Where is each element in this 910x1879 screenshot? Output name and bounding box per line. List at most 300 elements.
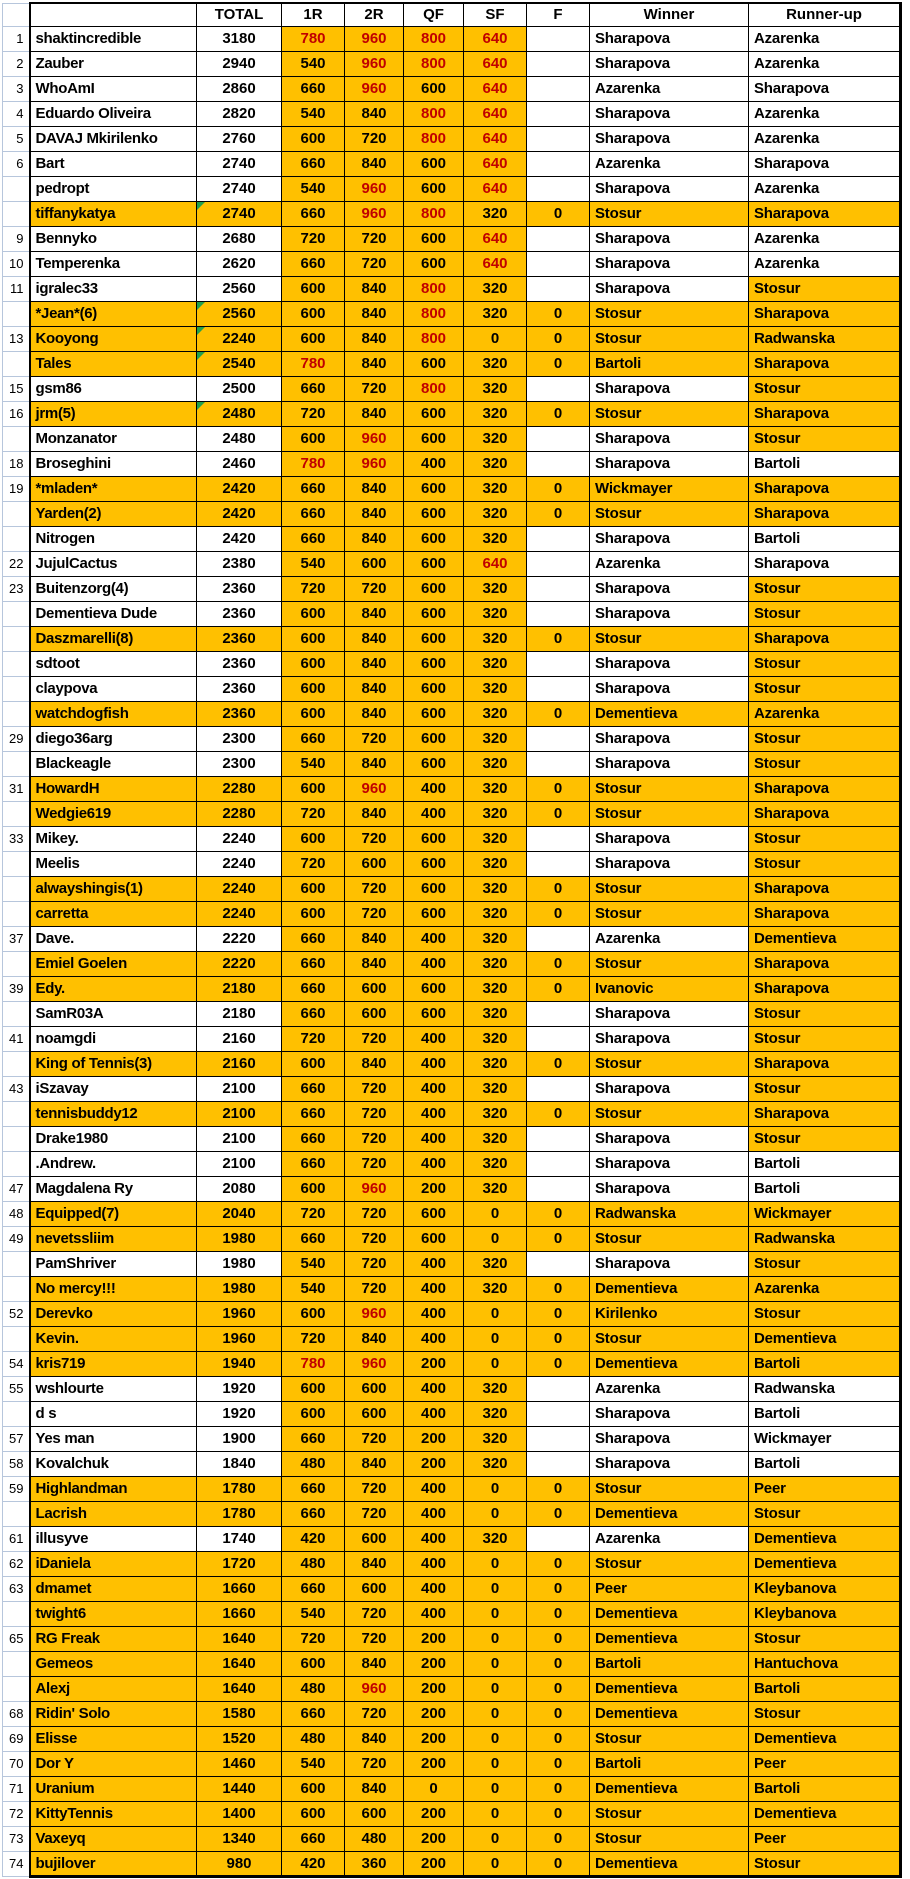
score-r2-cell[interactable]: 720 — [345, 1276, 404, 1301]
score-qf-cell[interactable]: 600 — [404, 401, 464, 426]
winner-pick-cell[interactable]: Sharapova — [590, 226, 749, 251]
total-cell[interactable]: 2240 — [197, 851, 282, 876]
score-f-cell[interactable]: 0 — [527, 301, 590, 326]
rank-cell[interactable] — [3, 1401, 30, 1426]
player-name-cell[interactable]: Buitenzorg(4) — [30, 576, 197, 601]
score-sf-cell[interactable]: 320 — [464, 951, 527, 976]
winner-pick-cell[interactable]: Sharapova — [590, 1076, 749, 1101]
runner-up-pick-cell[interactable]: Sharapova — [749, 901, 901, 926]
runner-up-pick-cell[interactable]: Peer — [749, 1751, 901, 1776]
score-f-cell[interactable]: 0 — [527, 1826, 590, 1851]
runner-up-pick-cell[interactable]: Stosur — [749, 1701, 901, 1726]
winner-pick-cell[interactable]: Sharapova — [590, 601, 749, 626]
score-r2-cell[interactable]: 600 — [345, 851, 404, 876]
score-r1-cell[interactable]: 660 — [282, 976, 345, 1001]
score-sf-cell[interactable]: 640 — [464, 51, 527, 76]
player-name-cell[interactable]: shaktincredible — [30, 26, 197, 51]
winner-pick-cell[interactable]: Stosur — [590, 1226, 749, 1251]
runner-up-pick-cell[interactable]: Radwanska — [749, 326, 901, 351]
runner-up-pick-cell[interactable]: Sharapova — [749, 801, 901, 826]
rank-cell[interactable]: 15 — [3, 376, 30, 401]
score-qf-cell[interactable]: 600 — [404, 226, 464, 251]
rank-cell[interactable] — [3, 1676, 30, 1701]
total-cell[interactable]: 1580 — [197, 1701, 282, 1726]
rank-cell[interactable] — [3, 751, 30, 776]
score-r2-cell[interactable]: 960 — [345, 51, 404, 76]
rank-cell[interactable]: 48 — [3, 1201, 30, 1226]
score-r1-cell[interactable]: 660 — [282, 526, 345, 551]
runner-up-pick-cell[interactable]: Stosur — [749, 826, 901, 851]
player-name-cell[interactable]: RG Freak — [30, 1626, 197, 1651]
winner-pick-cell[interactable]: Sharapova — [590, 426, 749, 451]
score-qf-cell[interactable]: 400 — [404, 1526, 464, 1551]
score-qf-cell[interactable]: 600 — [404, 426, 464, 451]
player-name-cell[interactable]: Alexj — [30, 1676, 197, 1701]
score-qf-cell[interactable]: 400 — [404, 1601, 464, 1626]
score-qf-cell[interactable]: 600 — [404, 876, 464, 901]
total-cell[interactable]: 2280 — [197, 801, 282, 826]
runner-up-pick-cell[interactable]: Stosur — [749, 676, 901, 701]
total-cell[interactable]: 2740 — [197, 201, 282, 226]
score-r2-cell[interactable]: 720 — [345, 1601, 404, 1626]
player-name-cell[interactable]: Bart — [30, 151, 197, 176]
winner-pick-cell[interactable]: Stosur — [590, 951, 749, 976]
score-qf-cell[interactable]: 600 — [404, 701, 464, 726]
score-r1-cell[interactable]: 660 — [282, 501, 345, 526]
player-name-cell[interactable]: kris719 — [30, 1351, 197, 1376]
total-cell[interactable]: 1980 — [197, 1226, 282, 1251]
score-r1-cell[interactable]: 780 — [282, 351, 345, 376]
winner-pick-cell[interactable]: Sharapova — [590, 26, 749, 51]
total-cell[interactable]: 1640 — [197, 1676, 282, 1701]
runner-up-pick-cell[interactable]: Hantuchova — [749, 1651, 901, 1676]
runner-up-pick-cell[interactable]: Sharapova — [749, 501, 901, 526]
score-r2-cell[interactable]: 840 — [345, 276, 404, 301]
score-sf-cell[interactable]: 320 — [464, 801, 527, 826]
total-cell[interactable]: 2500 — [197, 376, 282, 401]
winner-pick-cell[interactable]: Sharapova — [590, 826, 749, 851]
rank-cell[interactable]: 3 — [3, 76, 30, 101]
player-name-cell[interactable]: carretta — [30, 901, 197, 926]
rank-cell[interactable]: 61 — [3, 1526, 30, 1551]
score-sf-cell[interactable]: 320 — [464, 726, 527, 751]
winner-pick-cell[interactable]: Azarenka — [590, 1376, 749, 1401]
score-sf-cell[interactable]: 640 — [464, 76, 527, 101]
rank-cell[interactable] — [3, 676, 30, 701]
player-name-cell[interactable]: Dave. — [30, 926, 197, 951]
score-qf-cell[interactable]: 200 — [404, 1826, 464, 1851]
score-qf-cell[interactable]: 200 — [404, 1351, 464, 1376]
total-cell[interactable]: 2360 — [197, 651, 282, 676]
score-r2-cell[interactable]: 600 — [345, 551, 404, 576]
score-r2-cell[interactable]: 720 — [345, 576, 404, 601]
player-name-cell[interactable]: Yarden(2) — [30, 501, 197, 526]
total-cell[interactable]: 1780 — [197, 1476, 282, 1501]
score-r1-cell[interactable]: 600 — [282, 676, 345, 701]
winner-pick-cell[interactable]: Sharapova — [590, 651, 749, 676]
rank-cell[interactable] — [3, 351, 30, 376]
runner-up-pick-cell[interactable]: Sharapova — [749, 551, 901, 576]
score-f-cell[interactable] — [527, 1426, 590, 1451]
total-cell[interactable]: 2480 — [197, 401, 282, 426]
score-f-cell[interactable]: 0 — [527, 1851, 590, 1876]
winner-pick-cell[interactable]: Stosur — [590, 1051, 749, 1076]
score-r2-cell[interactable]: 960 — [345, 1351, 404, 1376]
score-f-cell[interactable]: 0 — [527, 876, 590, 901]
score-f-cell[interactable]: 0 — [527, 476, 590, 501]
player-name-cell[interactable]: tiffanykatya — [30, 201, 197, 226]
rank-cell[interactable] — [3, 176, 30, 201]
score-qf-cell[interactable]: 600 — [404, 76, 464, 101]
score-r1-cell[interactable]: 720 — [282, 1201, 345, 1226]
score-qf-cell[interactable]: 600 — [404, 676, 464, 701]
score-r2-cell[interactable]: 960 — [345, 1176, 404, 1201]
score-qf-cell[interactable]: 400 — [404, 801, 464, 826]
player-name-cell[interactable]: Lacrish — [30, 1501, 197, 1526]
total-cell[interactable]: 2460 — [197, 451, 282, 476]
score-r1-cell[interactable]: 600 — [282, 1051, 345, 1076]
rank-cell[interactable] — [3, 301, 30, 326]
score-qf-cell[interactable]: 600 — [404, 726, 464, 751]
score-r2-cell[interactable]: 840 — [345, 301, 404, 326]
score-qf-cell[interactable]: 400 — [404, 1401, 464, 1426]
rank-cell[interactable] — [3, 801, 30, 826]
runner-up-pick-cell[interactable]: Stosur — [749, 1626, 901, 1651]
total-cell[interactable]: 2300 — [197, 751, 282, 776]
score-f-cell[interactable] — [527, 1026, 590, 1051]
player-name-cell[interactable]: Emiel Goelen — [30, 951, 197, 976]
score-f-cell[interactable] — [527, 1376, 590, 1401]
score-f-cell[interactable] — [527, 1076, 590, 1101]
total-cell[interactable]: 1400 — [197, 1801, 282, 1826]
rank-cell[interactable]: 18 — [3, 451, 30, 476]
column-header-total[interactable]: TOTAL — [197, 3, 282, 26]
runner-up-pick-cell[interactable]: Bartoli — [749, 526, 901, 551]
score-f-cell[interactable] — [527, 51, 590, 76]
winner-pick-cell[interactable]: Sharapova — [590, 251, 749, 276]
score-qf-cell[interactable]: 600 — [404, 1226, 464, 1251]
score-f-cell[interactable] — [527, 676, 590, 701]
player-name-cell[interactable]: WhoAmI — [30, 76, 197, 101]
rank-cell[interactable] — [3, 626, 30, 651]
score-qf-cell[interactable]: 400 — [404, 1051, 464, 1076]
score-r1-cell[interactable]: 420 — [282, 1851, 345, 1876]
score-r2-cell[interactable]: 960 — [345, 451, 404, 476]
score-r2-cell[interactable]: 720 — [345, 1251, 404, 1276]
score-qf-cell[interactable]: 400 — [404, 1551, 464, 1576]
score-r2-cell[interactable]: 960 — [345, 26, 404, 51]
score-r1-cell[interactable]: 600 — [282, 901, 345, 926]
rank-cell[interactable]: 2 — [3, 51, 30, 76]
score-r2-cell[interactable]: 840 — [345, 526, 404, 551]
score-f-cell[interactable] — [527, 1176, 590, 1201]
score-r2-cell[interactable]: 720 — [345, 1751, 404, 1776]
rank-cell[interactable] — [3, 201, 30, 226]
rank-cell[interactable]: 57 — [3, 1426, 30, 1451]
player-name-cell[interactable]: tennisbuddy12 — [30, 1101, 197, 1126]
score-r2-cell[interactable]: 840 — [345, 926, 404, 951]
score-r1-cell[interactable]: 480 — [282, 1676, 345, 1701]
runner-up-pick-cell[interactable]: Stosur — [749, 751, 901, 776]
total-cell[interactable]: 2220 — [197, 951, 282, 976]
winner-pick-cell[interactable]: Sharapova — [590, 1426, 749, 1451]
score-f-cell[interactable] — [527, 551, 590, 576]
score-r2-cell[interactable]: 840 — [345, 1651, 404, 1676]
player-name-cell[interactable]: Kooyong — [30, 326, 197, 351]
score-f-cell[interactable] — [527, 1401, 590, 1426]
runner-up-pick-cell[interactable]: Sharapova — [749, 401, 901, 426]
score-r2-cell[interactable]: 720 — [345, 1501, 404, 1526]
score-qf-cell[interactable]: 200 — [404, 1176, 464, 1201]
score-qf-cell[interactable]: 800 — [404, 326, 464, 351]
runner-up-pick-cell[interactable]: Stosur — [749, 1251, 901, 1276]
winner-pick-cell[interactable]: Stosur — [590, 401, 749, 426]
total-cell[interactable]: 2420 — [197, 526, 282, 551]
player-name-cell[interactable]: Vaxeyq — [30, 1826, 197, 1851]
score-sf-cell[interactable]: 320 — [464, 626, 527, 651]
score-f-cell[interactable]: 0 — [527, 1101, 590, 1126]
runner-up-pick-cell[interactable]: Sharapova — [749, 476, 901, 501]
rank-cell[interactable] — [3, 1601, 30, 1626]
rank-cell[interactable]: 65 — [3, 1626, 30, 1651]
runner-up-pick-cell[interactable]: Sharapova — [749, 626, 901, 651]
score-sf-cell[interactable]: 0 — [464, 1801, 527, 1826]
score-f-cell[interactable]: 0 — [527, 1476, 590, 1501]
score-sf-cell[interactable]: 320 — [464, 1451, 527, 1476]
total-cell[interactable]: 2180 — [197, 1001, 282, 1026]
rank-cell[interactable]: 52 — [3, 1301, 30, 1326]
score-r2-cell[interactable]: 840 — [345, 1451, 404, 1476]
total-cell[interactable]: 2360 — [197, 626, 282, 651]
total-cell[interactable]: 1940 — [197, 1351, 282, 1376]
score-sf-cell[interactable]: 0 — [464, 1601, 527, 1626]
total-cell[interactable]: 2080 — [197, 1176, 282, 1201]
score-f-cell[interactable]: 0 — [527, 1601, 590, 1626]
score-qf-cell[interactable]: 200 — [404, 1676, 464, 1701]
score-f-cell[interactable]: 0 — [527, 326, 590, 351]
score-r2-cell[interactable]: 720 — [345, 1701, 404, 1726]
winner-pick-cell[interactable]: Sharapova — [590, 1026, 749, 1051]
score-sf-cell[interactable]: 320 — [464, 526, 527, 551]
score-r1-cell[interactable]: 600 — [282, 1376, 345, 1401]
player-name-cell[interactable]: Gemeos — [30, 1651, 197, 1676]
winner-pick-cell[interactable]: Stosur — [590, 1101, 749, 1126]
winner-pick-cell[interactable]: Dementieva — [590, 1776, 749, 1801]
score-r2-cell[interactable]: 600 — [345, 1001, 404, 1026]
column-header-sf[interactable]: SF — [464, 3, 527, 26]
score-f-cell[interactable] — [527, 251, 590, 276]
score-sf-cell[interactable]: 320 — [464, 1426, 527, 1451]
total-cell[interactable]: 2300 — [197, 726, 282, 751]
score-r2-cell[interactable]: 840 — [345, 801, 404, 826]
winner-pick-cell[interactable]: Stosur — [590, 1826, 749, 1851]
runner-up-pick-cell[interactable]: Azarenka — [749, 126, 901, 151]
score-r2-cell[interactable]: 960 — [345, 1301, 404, 1326]
score-sf-cell[interactable]: 320 — [464, 851, 527, 876]
rank-cell[interactable]: 33 — [3, 826, 30, 851]
score-qf-cell[interactable]: 600 — [404, 851, 464, 876]
rank-cell[interactable]: 41 — [3, 1026, 30, 1051]
winner-pick-cell[interactable]: Dementieva — [590, 1601, 749, 1626]
runner-up-pick-cell[interactable]: Bartoli — [749, 1351, 901, 1376]
player-name-cell[interactable]: Dementieva Dude — [30, 601, 197, 626]
total-cell[interactable]: 2280 — [197, 776, 282, 801]
score-qf-cell[interactable]: 400 — [404, 1326, 464, 1351]
runner-up-pick-cell[interactable]: Azarenka — [749, 26, 901, 51]
score-r2-cell[interactable]: 720 — [345, 1026, 404, 1051]
score-r2-cell[interactable]: 720 — [345, 126, 404, 151]
score-qf-cell[interactable]: 200 — [404, 1626, 464, 1651]
rank-cell[interactable]: 10 — [3, 251, 30, 276]
total-cell[interactable]: 1840 — [197, 1451, 282, 1476]
winner-pick-cell[interactable]: Azarenka — [590, 551, 749, 576]
score-qf-cell[interactable]: 600 — [404, 476, 464, 501]
score-sf-cell[interactable]: 640 — [464, 126, 527, 151]
score-r2-cell[interactable]: 840 — [345, 701, 404, 726]
score-f-cell[interactable]: 0 — [527, 801, 590, 826]
player-name-cell[interactable]: JujulCactus — [30, 551, 197, 576]
total-cell[interactable]: 2740 — [197, 151, 282, 176]
winner-pick-cell[interactable]: Bartoli — [590, 1651, 749, 1676]
runner-up-pick-cell[interactable]: Stosur — [749, 376, 901, 401]
score-qf-cell[interactable]: 400 — [404, 951, 464, 976]
winner-pick-cell[interactable]: Azarenka — [590, 1526, 749, 1551]
total-cell[interactable]: 2380 — [197, 551, 282, 576]
total-cell[interactable]: 2740 — [197, 176, 282, 201]
score-qf-cell[interactable]: 200 — [404, 1801, 464, 1826]
runner-up-pick-cell[interactable]: Stosur — [749, 726, 901, 751]
score-r1-cell[interactable]: 600 — [282, 701, 345, 726]
score-f-cell[interactable] — [527, 76, 590, 101]
runner-up-pick-cell[interactable]: Wickmayer — [749, 1426, 901, 1451]
player-name-cell[interactable]: Kevin. — [30, 1326, 197, 1351]
score-r1-cell[interactable]: 660 — [282, 1101, 345, 1126]
score-f-cell[interactable]: 0 — [527, 776, 590, 801]
score-r2-cell[interactable]: 720 — [345, 1476, 404, 1501]
score-r1-cell[interactable]: 780 — [282, 26, 345, 51]
score-sf-cell[interactable]: 320 — [464, 701, 527, 726]
score-r2-cell[interactable]: 840 — [345, 676, 404, 701]
score-r1-cell[interactable]: 480 — [282, 1551, 345, 1576]
winner-pick-cell[interactable]: Sharapova — [590, 1251, 749, 1276]
column-header-player[interactable] — [30, 3, 197, 26]
winner-pick-cell[interactable]: Peer — [590, 1576, 749, 1601]
winner-pick-cell[interactable]: Sharapova — [590, 1176, 749, 1201]
runner-up-pick-cell[interactable]: Stosur — [749, 1001, 901, 1026]
score-r1-cell[interactable]: 540 — [282, 51, 345, 76]
score-r1-cell[interactable]: 600 — [282, 1801, 345, 1826]
player-name-cell[interactable]: Zauber — [30, 51, 197, 76]
score-qf-cell[interactable]: 0 — [404, 1776, 464, 1801]
runner-up-pick-cell[interactable]: Sharapova — [749, 351, 901, 376]
score-sf-cell[interactable]: 0 — [464, 1826, 527, 1851]
rank-cell[interactable]: 55 — [3, 1376, 30, 1401]
score-sf-cell[interactable]: 320 — [464, 1276, 527, 1301]
score-sf-cell[interactable]: 320 — [464, 301, 527, 326]
score-sf-cell[interactable]: 320 — [464, 476, 527, 501]
player-name-cell[interactable]: noamgdi — [30, 1026, 197, 1051]
score-f-cell[interactable] — [527, 126, 590, 151]
player-name-cell[interactable]: Broseghini — [30, 451, 197, 476]
player-name-cell[interactable]: Nitrogen — [30, 526, 197, 551]
score-f-cell[interactable]: 0 — [527, 1626, 590, 1651]
score-f-cell[interactable] — [527, 1001, 590, 1026]
score-r2-cell[interactable]: 840 — [345, 101, 404, 126]
rank-cell[interactable] — [3, 1101, 30, 1126]
score-f-cell[interactable] — [527, 1526, 590, 1551]
score-sf-cell[interactable]: 320 — [464, 1401, 527, 1426]
score-sf-cell[interactable]: 640 — [464, 551, 527, 576]
score-sf-cell[interactable]: 0 — [464, 1201, 527, 1226]
total-cell[interactable]: 2240 — [197, 326, 282, 351]
score-r2-cell[interactable]: 720 — [345, 376, 404, 401]
rank-cell[interactable]: 5 — [3, 126, 30, 151]
score-qf-cell[interactable]: 400 — [404, 1501, 464, 1526]
score-r2-cell[interactable]: 840 — [345, 151, 404, 176]
score-r2-cell[interactable]: 720 — [345, 1226, 404, 1251]
score-sf-cell[interactable]: 320 — [464, 351, 527, 376]
total-cell[interactable]: 2220 — [197, 926, 282, 951]
score-qf-cell[interactable]: 600 — [404, 526, 464, 551]
total-cell[interactable]: 1640 — [197, 1626, 282, 1651]
total-cell[interactable]: 2560 — [197, 276, 282, 301]
runner-up-pick-cell[interactable]: Azarenka — [749, 251, 901, 276]
score-sf-cell[interactable]: 0 — [464, 1501, 527, 1526]
score-r2-cell[interactable]: 840 — [345, 476, 404, 501]
winner-pick-cell[interactable]: Stosur — [590, 801, 749, 826]
winner-pick-cell[interactable]: Sharapova — [590, 851, 749, 876]
score-r1-cell[interactable]: 600 — [282, 651, 345, 676]
score-f-cell[interactable] — [527, 276, 590, 301]
score-qf-cell[interactable]: 200 — [404, 1651, 464, 1676]
score-r2-cell[interactable]: 840 — [345, 351, 404, 376]
runner-up-pick-cell[interactable]: Bartoli — [749, 1776, 901, 1801]
rank-cell[interactable]: 63 — [3, 1576, 30, 1601]
runner-up-pick-cell[interactable]: Stosur — [749, 601, 901, 626]
runner-up-pick-cell[interactable]: Stosur — [749, 426, 901, 451]
score-qf-cell[interactable]: 600 — [404, 551, 464, 576]
score-qf-cell[interactable]: 400 — [404, 1026, 464, 1051]
total-cell[interactable]: 2160 — [197, 1026, 282, 1051]
score-sf-cell[interactable]: 0 — [464, 1326, 527, 1351]
score-r2-cell[interactable]: 480 — [345, 1826, 404, 1851]
score-sf-cell[interactable]: 0 — [464, 1676, 527, 1701]
rank-cell[interactable]: 69 — [3, 1726, 30, 1751]
winner-pick-cell[interactable]: Radwanska — [590, 1201, 749, 1226]
score-r2-cell[interactable]: 600 — [345, 1801, 404, 1826]
total-cell[interactable]: 2100 — [197, 1126, 282, 1151]
rank-cell[interactable] — [3, 1501, 30, 1526]
score-sf-cell[interactable]: 320 — [464, 1076, 527, 1101]
runner-up-pick-cell[interactable]: Stosur — [749, 851, 901, 876]
winner-pick-cell[interactable]: Bartoli — [590, 351, 749, 376]
total-cell[interactable]: 2940 — [197, 51, 282, 76]
score-f-cell[interactable] — [527, 1151, 590, 1176]
player-name-cell[interactable]: DAVAJ Mkirilenko — [30, 126, 197, 151]
score-qf-cell[interactable]: 600 — [404, 626, 464, 651]
rank-cell[interactable]: 70 — [3, 1751, 30, 1776]
score-f-cell[interactable]: 0 — [527, 1201, 590, 1226]
player-name-cell[interactable]: King of Tennis(3) — [30, 1051, 197, 1076]
score-r2-cell[interactable]: 960 — [345, 776, 404, 801]
score-f-cell[interactable]: 0 — [527, 1751, 590, 1776]
score-r2-cell[interactable]: 960 — [345, 1676, 404, 1701]
runner-up-pick-cell[interactable]: Dementieva — [749, 1526, 901, 1551]
score-sf-cell[interactable]: 320 — [464, 1526, 527, 1551]
score-r2-cell[interactable]: 960 — [345, 201, 404, 226]
total-cell[interactable]: 1640 — [197, 1651, 282, 1676]
score-r1-cell[interactable]: 660 — [282, 1476, 345, 1501]
